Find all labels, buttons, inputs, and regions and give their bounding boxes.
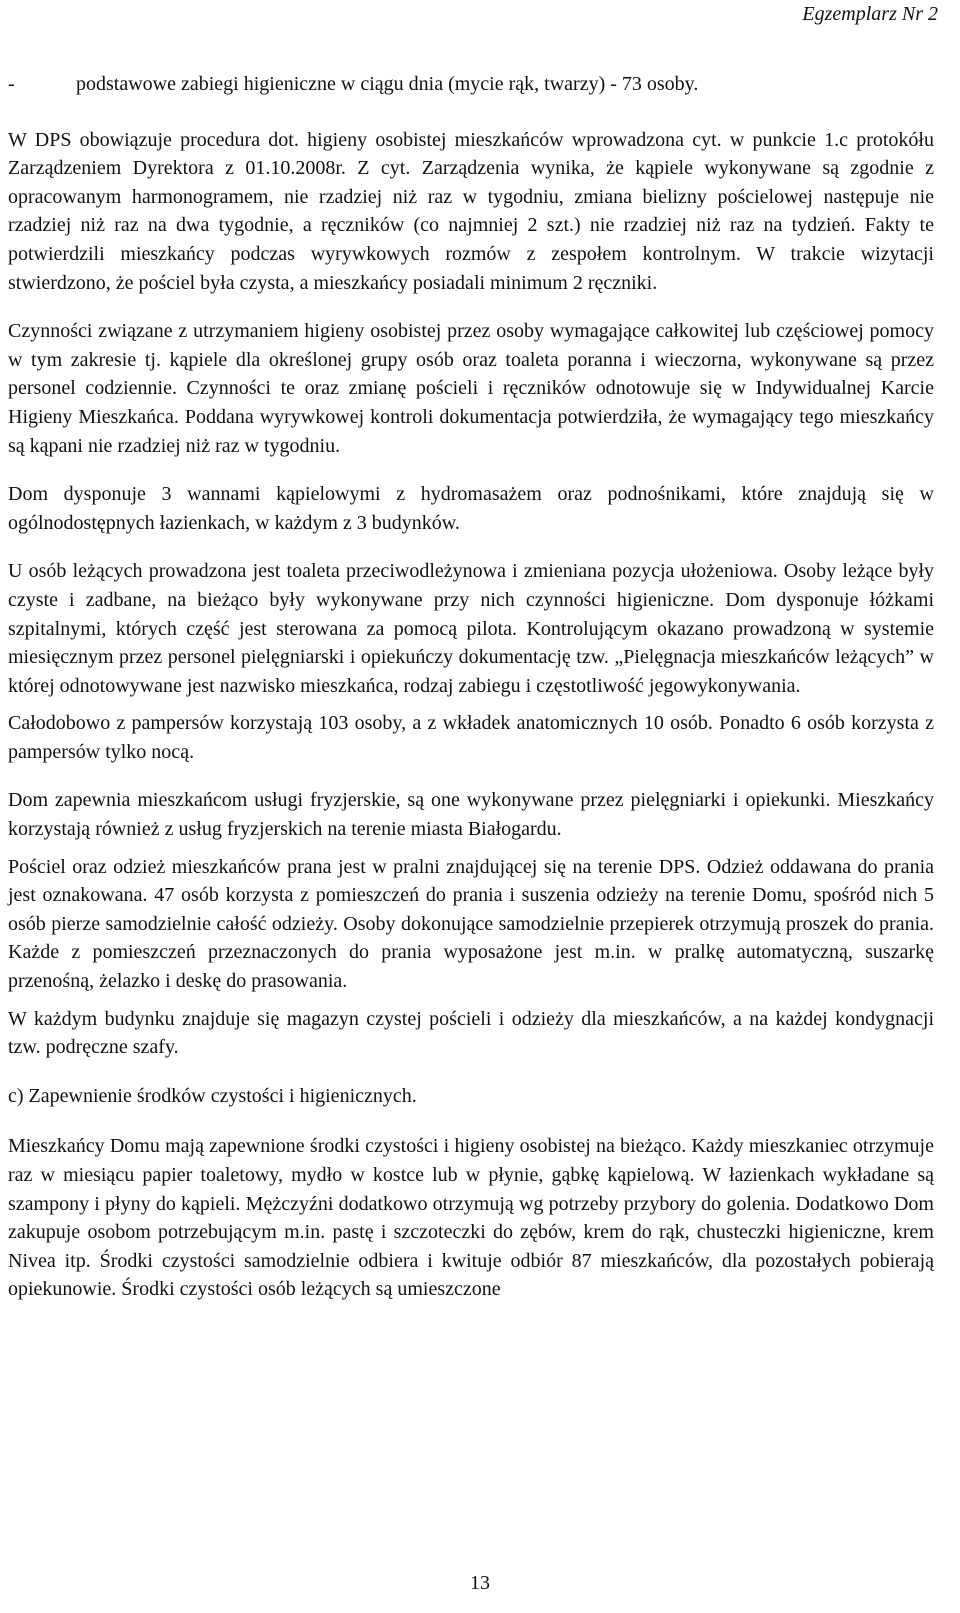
paragraph-cleaning-supplies: Mieszkańcy Domu mają zapewnione środki czystości i higieny osobistej na bieżąco. Każdy mieszkaniec otrzymuje raz w miesiącu papier toaletowy, mydło w kostce lub w płynie, gąbkę kąpielową. W łazienkach wykładane są szampony i płyny do kąpieli. Mężczyźni dodatkowo otrzymują wg potrzeby przybory do golenia. Dodatkowo Dom zakupuje osobom potrzebującym m.in. pastę i szczoteczki do zębów, krem do rąk, chusteczki higieniczne, krem Nivea itp. Środki czystości samodzielnie odbiera i kwituje odbiór 87 mieszkańców, dla pozostałych pobierają opiekunowie. Środki czystości osób leżących są umieszczone xyxy=(8,1135,934,1301)
paragraph-bathtubs: Dom dysponuje 3 wannami kąpielowymi z hydromasażem oraz podnośnikami, które znajdują się w ogólnodostępnych łazienkach, w każdym z 3 budynków. xyxy=(8,483,934,534)
page-number: 13 xyxy=(470,1572,490,1594)
bullet-dash: - xyxy=(8,73,15,95)
section-heading: c) Zapewnienie środków czystości i higienicznych. xyxy=(8,1084,417,1107)
paragraph-diapers: Całodobowo z pampersów korzystają 103 osoby, a z wkładek anatomicznych 10 osób. Ponadto 6 osób korzysta z pampersów tylko nocą. xyxy=(8,712,934,763)
copy-number-label: Egzemplarz Nr 2 xyxy=(802,3,938,25)
paragraph-assisted-hygiene: Czynności związane z utrzymaniem higieny osobistej przez osoby wymagające całkowitej lub częściowej pomocy w tym zakresie tj. kąpiele dla określonej grupy osób oraz toaleta poranna i wieczorna, wykonywane są przez personel codziennie. Czynności te oraz zmianę pościeli i ręczników odnotowuje się w Indywidualnej Karcie Higieny Mieszkańca. Poddana wyrywkowej kontroli dokumentacja potwierdziła, że wymagający tego mieszkańcy są kąpani nie rzadziej niż raz w tygodniu. xyxy=(8,320,934,457)
document-body xyxy=(8,70,934,1304)
paragraph-hairdressing: Dom zapewnia mieszkańcom usługi fryzjerskie, są one wykonywane przez pielęgniarki i opiekunki. Mieszkańcy korzystają również z usług fryzjerskich na terenie miasta Białogardu. xyxy=(8,789,934,841)
paragraph-storage: W każdym budynku znajduje się magazyn czystej pościeli i odzieży dla mieszkańców, a na każdej kondygnacji tzw. podręczne szafy. xyxy=(8,1007,934,1059)
paragraph-bedridden-care: U osób leżących prowadzona jest toaleta przeciwodleżynowa i zmieniana pozycja ułożeniowa. Osoby leżące były czyste i zadbane, na bieżąco były wykonywane przy nich czynności higieniczne. Dom dysponuje łóżkami szpitalnymi, których część jest sterowana za pomocą pilota. Kontrolującym okazano prowadzoną w systemie miesięcznym przez personel pielęgniarski i opiekuńczy dokumentację tzw. „Pielęgnacja mieszkańców leżących” w której odnotowywane jest nazwisko mieszkańca, rodzaj zabiegu i częstotliwość jegowykonywania. xyxy=(8,560,934,697)
bullet-item xyxy=(8,70,934,99)
paragraph-hygiene-procedure: W DPS obowiązuje procedura dot. higieny osobistej mieszkańców wprowadzona cyt. w punkcie 1.c protokółu Zarządzeniem Dyrektora z 01.10.2008r. Z cyt. Zarządzenia wynika, że kąpiele wykonywane są zgodnie z opracowanym harmonogramem, nie rzadziej niż raz w tygodniu, zmiana bielizny pościelowej następuje nie rzadziej niż raz na dwa tygodnie, a ręczników (co najmniej 2 szt.) nie rzadziej niż raz na tydzień. Fakty te potwierdzili mieszkańcy podczas wyrywkowych rozmów z zespołem kontrolnym. W trakcie wizytacji stwierdzono, że pościel była czysta, a mieszkańcy posiadali minimum 2 ręczniki. xyxy=(8,128,934,294)
paragraph-laundry: Pościel oraz odzież mieszkańców prana jest w pralni znajdującej się na terenie DPS. Odzież oddawana do prania jest oznakowana. 47 osób korzysta z pomieszczeń do prania i suszenia odzieży na terenie Domu, spośród nich 5 osób pierze samodzielnie całość odzieży. Osoby dokonujące samodzielnie przepierek otrzymują proszek do prania. Każde z pomieszczeń przeznaczonych do prania wyposażone jest m.in. w pralkę automatyczną, suszarkę przenośną, żelazko i deskę do prasowania. xyxy=(8,855,934,993)
bullet-text: podstawowe zabiegi higieniczne w ciągu dnia (mycie rąk, twarzy) - 73 osoby. xyxy=(76,73,699,95)
